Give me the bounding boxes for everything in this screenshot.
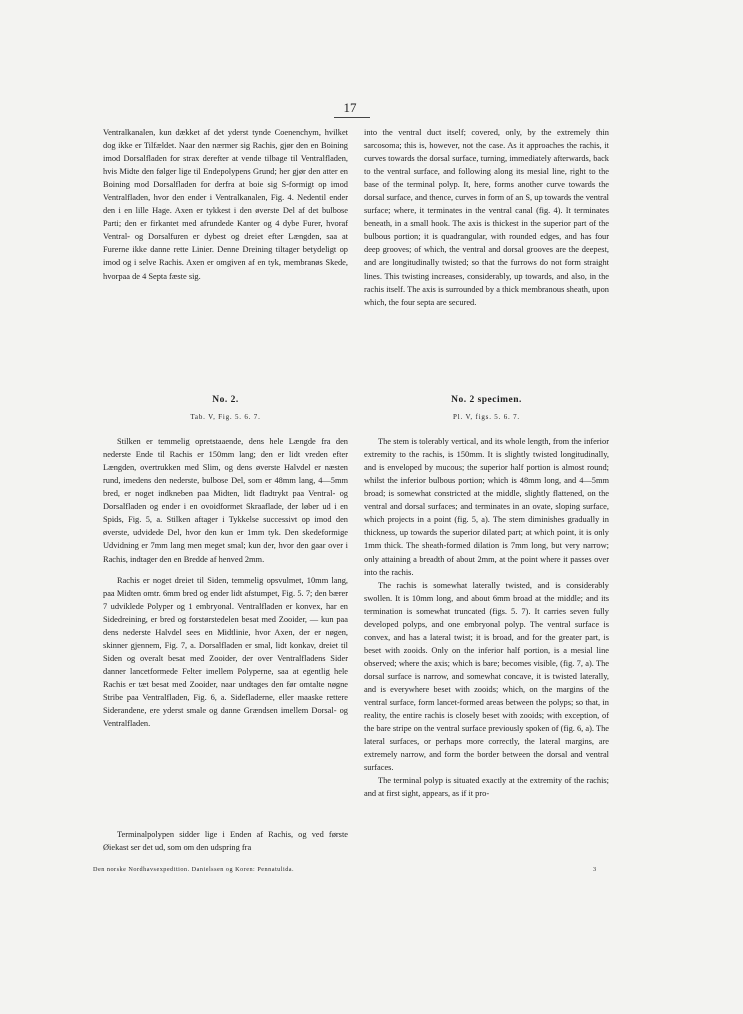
left-intro-paragraph: Ventralkanalen, kun dækket af det yderst tynde Coenenchym, hvilket dog ikke er Tilfældet. Naar den nærmer sig Rachis, gjør den en Boining imod Dorsalfladen for strax derefter at vende tilbage til Ventralfladen, hvis Midte den følger lige til Endepolypens Grund; her gjør den atter en Boining mod Dorsalfladen for derfra at boie sig S-formigt op imod Ventralfladen, hvor den ender i Ventralkanalen, Fig. 4. Nedentil ender den i en lille Hage. Axen er tykkest i den øverste Del af det bulbose Parti; den er firkantet med afrundede Kanter og 4 dybe Furer, hvoraf Ventral- og Dorsalfuren er dybest og dreiet efter Længden, saa at Furerne ikke danne rette Linier. Denne Dreining tiltager betydeligt op imod og i selve Rachis. Axen er omgiven af en tyk, membranøs Skede, hvorpaa de 4 Septa fæste sig.: [103, 128, 348, 281]
left-paragraph-1: Stilken er temmelig opretstaaende, dens hele Længde fra den nederste Ende til Rachis er 150mm lang; den er lidt vreden efter Længden, overtrukken med Slim, og dens øverste Halvdel er næsten rund, imedens den nederste, bulbose Del, som er 48mm lang, 4—5mm bred, er noget indkneben paa Midten, lidt fladtrykt paa Ventral- og Dorsalfladen og ender i en ovoidformet Skraaflade, der løber ud i en Spids, Fig. 5, a. Stilken aftager i Tykkelse successivt op imod den øverste, udvidede Del, hvor den kun er 1mm tyk. Den skedeformige Udvidning er 7mm lang men meget smal; kun der, hvor den gaar over i Rachis, indtager den en Bredde af henved 2mm.: [103, 437, 348, 564]
left-paragraph-2: Rachis er noget dreiet til Siden, temmelig opsvulmet, 10mm lang, paa Midten omtr. 6mm bred og ender lidt afstumpet, Fig. 5. 7; den bærer 7 udviklede Polyper og 1 embryonal. Ventralfladen er konvex, har en Sidedreining, er bred og forstørstedelen besat med Zooider, — kun paa dens nederste Halvdel sees en Midtlinie, hvor Axen, der er nøgen, skinner gjennem, Fig. 7, a. Dorsalfladen er smal, lidt konkav, dreiet til Siden og overalt besat med Zooider, der over Ventralfladens Sider danner lancetformede Felter imellem Polyperne, saa at egentlig hele Rachis er tæt besat med Zooider, naar undtages den før omtalte nøgne Stribe paa Ventralfladen, Fig. 6, a. Sidefladerne, eller maaske rettere Siderandene, ere yderst smale og danne Grændsen imellem Dorsal- og Ventralfladen.: [103, 575, 348, 729]
right-footer: 3: [593, 866, 597, 873]
left-footer: Den norske Nordhavsexpedition. Danielssen og Koren: Pennatulida.: [93, 866, 295, 873]
left-column-intro: [103, 126, 348, 283]
right-intro-paragraph: into the ventral duct itself; covered, only, by the extremely thin sarcosoma; this is, however, not the case. As it approaches the rachis, it curves towards the dorsal surface, turning, immediately afterwards, back to the ventral surface, and following along its mesial line, right to the base of the terminal polyp. It, here, forms another curve towards the dorsal surface, and thence, curves in form of an S, up towards the ventral surface; where, it terminates in the ventral canal (fig. 4). It terminates beneath, in a small hook. The axis is thickest in the superior part of the bulbous portion; it is quadrangular, with rounded edges, and has four deep grooves; of which, the ventral and dorsal grooves are the deepest, and are longitudinally twisted; so that the furrows do not form straight lines. This twisting increases, considerably, up towards, and also, in the rachis itself. The axis is surrounded by a thick membranous sheath, upon which, the four septa are secured.: [364, 128, 609, 307]
left-paragraph-3: Terminalpolypen sidder lige i Enden af Rachis, og ved første Øiekast ser det ud, som om den udspring fra: [103, 830, 348, 853]
right-paragraph-2: The rachis is somewhat laterally twisted, and is considerably swollen. It is 10mm long, and about 6mm broad at the middle; and its termination is somewhat truncated (figs. 5. 7). It carries seven fully developed polyps, and one embryonal polyp. The ventral surface is convex, and has a lateral twist; it is broad, and for the greater part, is beset with zooids. Only on the inferior half portion, is a mesial line observed; where the axis; which is bare; becomes visible, (fig. 7, a). The dorsal surface is narrow, and somewhat concave, it is twisted laterally, and is everywhere beset with zooids; which, on the margins of the ventral surface, form lancet-formed areas between the polyps; so that, in reality, the entire rachis is closely beset with zooids; with exception, of the bare stripe on the ventral surface previously spoken of (fig. 6, a). The lateral surfaces, or perhaps more correctly, the lateral margins, are extremely narrow, and form the border between the dorsal and ventral surfaces.: [364, 580, 609, 773]
page-number-rule: [334, 117, 370, 118]
left-column-specimen: [103, 394, 348, 730]
left-heading: No. 2.: [212, 395, 239, 405]
right-subheading: Pl. V, figs. 5. 6. 7.: [453, 413, 520, 422]
right-column-specimen: [364, 394, 609, 800]
right-paragraph-3: The terminal polyp is situated exactly at the extremity of the rachis; and at first sight, appears, as if it pro-: [364, 776, 609, 799]
right-heading: No. 2 specimen.: [451, 395, 522, 405]
page-number: 17: [343, 100, 357, 115]
left-column-terminal: [103, 828, 348, 854]
right-column-intro: [364, 126, 609, 309]
left-subheading: Tab. V, Fig. 5. 6. 7.: [190, 413, 261, 422]
right-paragraph-1: The stem is tolerably vertical, and its whole length, from the inferior extremity to the rachis, is 150mm. It is slightly twisted longitudinally, and is enveloped by mucous; the superior half portion is almost round; whilst the inferior bulbous portion; which is 48mm long, and 4—5mm broad; is somewhat constricted at the middle, slightly flattened, on the ventral and dorsal surfaces; and terminates in an ovate, sloping surface, which projects in a point (fig. 5, a). The stem diminishes gradually in thickness, up towards the superior dilated part; at which point, it is only 1mm thick. The sheath-formed dilation is 7mm long, but very narrow; only attaining a breadth of about 2mm, at the point where it passes over into the rachis.: [364, 437, 609, 577]
